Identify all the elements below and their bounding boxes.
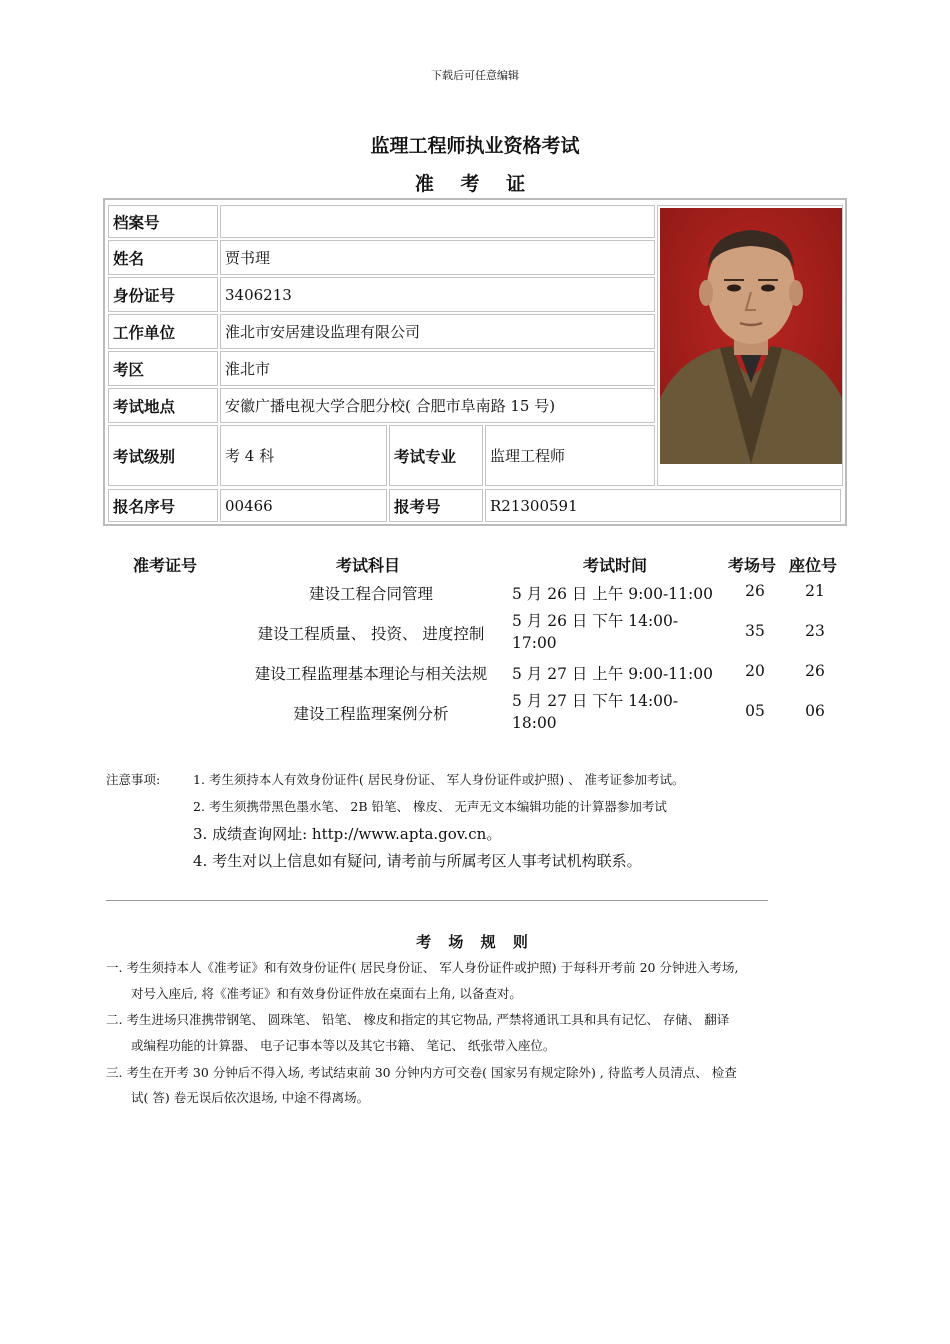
note-item: 3. 成绩查询网址: http://www.apta.gov.cn。 (193, 825, 502, 843)
note-item: 1. 考生须持本人有效身份证件( 居民身份证、 军人身份证件或护照) 、 准考证参加考试。 (193, 772, 685, 787)
reg-seq-value: 00466 (220, 489, 387, 522)
schedule-header-ticket-no: 准考证号 (133, 556, 198, 575)
schedule-time-cont: 18:00 (512, 714, 557, 732)
applicant-photo-icon (660, 208, 842, 464)
venue-label: 考试地点 (108, 388, 218, 423)
employer-label: 工作单位 (108, 314, 218, 349)
rule-item-cont: 试( 答) 卷无误后依次退场, 中途不得离场。 (131, 1090, 370, 1105)
note-item: 4. 考生对以上信息如有疑问, 请考前与所属考区人事考试机构联系。 (193, 852, 642, 870)
employer-value: 淮北市安居建设监理有限公司 (220, 314, 655, 349)
id-value: 3406213 (220, 277, 655, 312)
schedule-time: 5 月 26 日 下午 14:00- (512, 612, 679, 630)
schedule-room: 20 (745, 662, 765, 680)
schedule-header-seat: 座位号 (789, 556, 838, 575)
schedule-seat: 26 (805, 662, 825, 680)
venue-value: 安徽广播电视大学合肥分校( 合肥市阜南路 15 号) (220, 388, 655, 423)
note-item: 2. 考生须携带黑色墨水笔、 2B 铅笔、 橡皮、 无声无文本编辑功能的计算器参加考试 (193, 799, 667, 814)
schedule-subject: 建设工程监理案例分析 (293, 705, 449, 723)
district-label: 考区 (108, 351, 218, 386)
schedule-room: 05 (745, 702, 765, 720)
rules-title: 考 场 规 则 (416, 933, 534, 951)
schedule-room: 26 (745, 582, 765, 600)
exam-no-label: 报考号 (389, 489, 483, 522)
rule-item: 二. 考生进场只准携带钢笔、 圆珠笔、 铅笔、 橡皮和指定的其它物品, 严禁将通讯工具和具有记忆、 存储、 翻译 (106, 1012, 730, 1027)
rule-item: 三. 考生在开考 30 分钟后不得入场, 考试结束前 30 分钟内方可交卷( 国家另有规定除外) , 待监考人员清点、 检查 (106, 1065, 737, 1080)
name-label: 姓名 (108, 240, 218, 275)
exam-no-value: R21300591 (485, 489, 841, 522)
schedule-seat: 21 (805, 582, 825, 600)
schedule-header-room: 考场号 (728, 556, 777, 575)
schedule-time: 5 月 27 日 上午 9:00-11:00 (512, 665, 713, 683)
rule-item-cont: 对号入座后, 将《准考证》和有效身份证件放在桌面右上角, 以备查对。 (131, 986, 522, 1001)
name-value: 贾书理 (220, 240, 655, 275)
schedule-subject: 建设工程质量、 投资、 进度控制 (257, 625, 485, 643)
schedule-time-cont: 17:00 (512, 634, 557, 652)
rule-item: 一. 考生须持本人《准考证》和有效身份证件( 居民身份证、 军人身份证件或护照) 于每科开考前 20 分钟进入考场, (106, 960, 739, 975)
district-value: 淮北市 (220, 351, 655, 386)
schedule-header-subject: 考试科目 (336, 556, 401, 575)
divider (106, 900, 768, 901)
schedule-subject: 建设工程合同管理 (308, 585, 433, 603)
level-value: 考 4 科 (220, 425, 387, 486)
major-label: 考试专业 (389, 425, 483, 486)
notes-label: 注意事项: (106, 772, 161, 787)
header-note: 下载后可任意编辑 (431, 69, 519, 82)
archive-no-value (220, 205, 655, 238)
schedule-time: 5 月 26 日 上午 9:00-11:00 (512, 585, 713, 603)
major-value: 监理工程师 (485, 425, 655, 486)
rule-item-cont: 或编程功能的计算器、 电子记事本等以及其它书籍、 笔记、 纸张带入座位。 (131, 1038, 556, 1053)
id-label: 身份证号 (108, 277, 218, 312)
archive-no-label: 档案号 (108, 205, 218, 238)
schedule-time: 5 月 27 日 下午 14:00- (512, 692, 679, 710)
applicant-info-table (103, 198, 847, 526)
document-subtitle: 准 考 证 (414, 173, 536, 195)
schedule-subject: 建设工程监理基本理论与相关法规 (254, 665, 488, 683)
document-title: 监理工程师执业资格考试 (370, 135, 580, 157)
reg-seq-label: 报名序号 (108, 489, 218, 522)
schedule-room: 35 (745, 622, 765, 640)
schedule-seat: 23 (805, 622, 825, 640)
level-label: 考试级别 (108, 425, 218, 486)
photo-frame (657, 205, 843, 486)
schedule-seat: 06 (805, 702, 825, 720)
schedule-header-time: 考试时间 (583, 556, 648, 575)
